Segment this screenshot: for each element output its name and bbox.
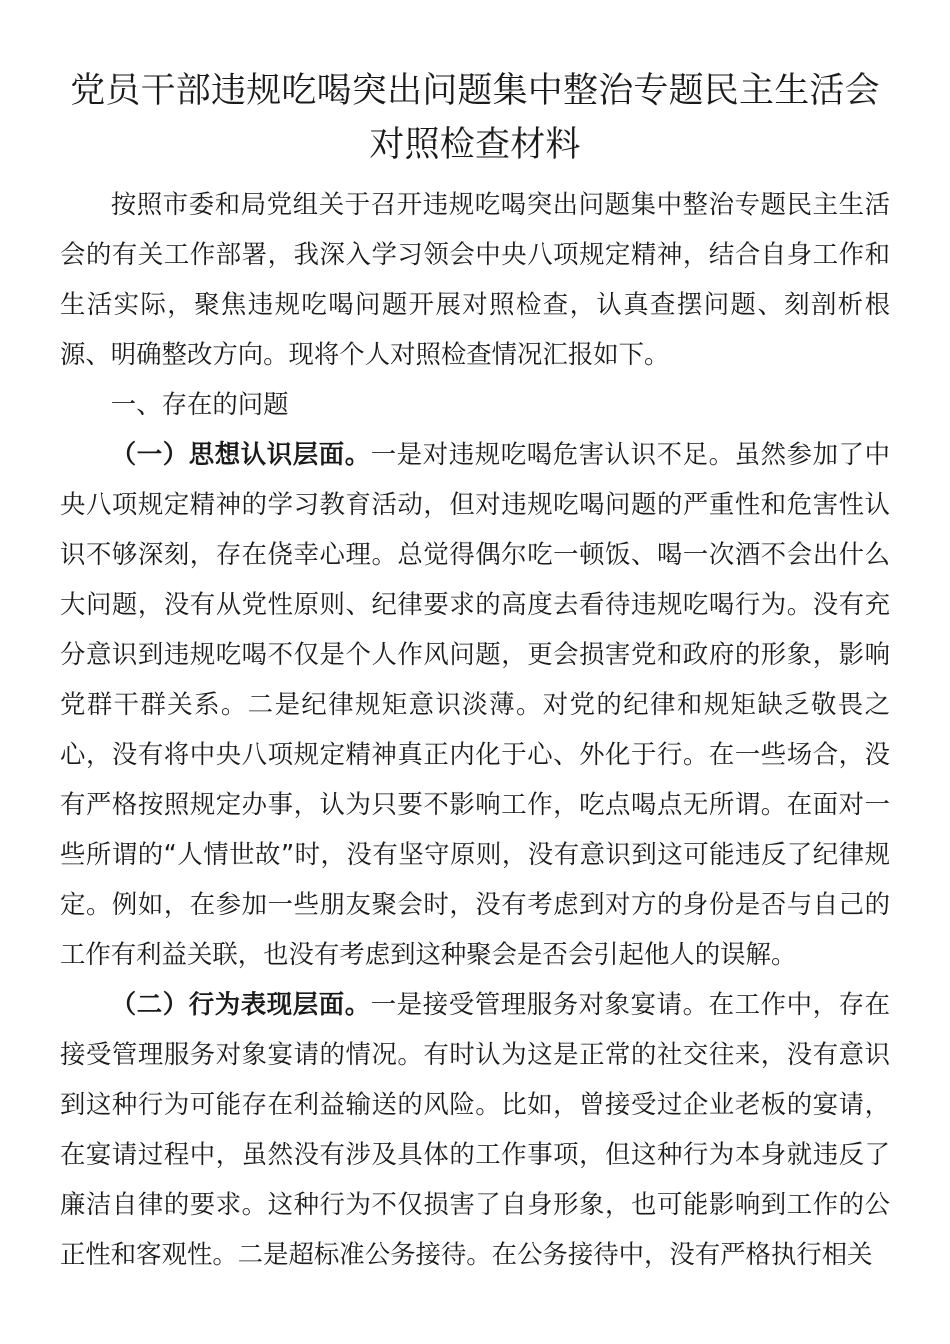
subsection-thinking [60, 429, 890, 979]
subsection-behavior-text: 一是接受管理服务对象宴请。在工作中，存在接受管理服务对象宴请的情况。有时认为这是正常的社交往来，没有意识到这种行为可能存在利益输送的风险。比如，曾接受过企业老板的宴请，在宴请过程中，虽然没有涉及具体的工作事项，但这种行为本身就违反了廉洁自律的要求。这种行为不仅损害了自身形象，也可能影响到工作的公正性和客观性。二是超标准公务接待。在公务接待中，没有严格执行相关 [60, 989, 891, 1269]
subsection-thinking-text: 一是对违规吃喝危害认识不足。虽然参加了中央八项规定精神的学习教育活动，但对违规吃喝问题的严重性和危害性认识不够深刻，存在侥幸心理。总觉得偶尔吃一顿饭、喝一次酒不会出什么大问题，没有从党性原则、纪律要求的高度去看待违规吃喝行为。没有充分意识到违规吃喝不仅是个人作风问题，更会损害党和政府的形象，影响党群干群关系。二是纪律规矩意识淡薄。对党的纪律和规矩缺乏敬畏之心，没有将中央八项规定精神真正内化于心、外化于行。在一些场合，没有严格按照规定办事，认为只要不影响工作，吃点喝点无所谓。在面对一些所谓的“人情世故”时，没有坚守原则，没有意识到这可能违反了纪律规定。例如，在参加一些朋友聚会时，没有考虑到对方的身份是否与自己的工作有利益关联，也没有考虑到这种聚会是否会引起他人的误解。 [60, 439, 891, 969]
section-heading-problems: 一、存在的问题 [110, 389, 289, 419]
title-line-1: 党员干部违规吃喝突出问题集中整治专题民主生活会 [70, 71, 880, 111]
subsection-behavior [60, 979, 890, 1279]
document-title [60, 64, 890, 172]
title-line-2: 对照检查材料 [369, 125, 581, 165]
intro-paragraph: 按照市委和局党组关于召开违规吃喝突出问题集中整治专题民主生活会的有关工作部署，我深入学习领会中央八项规定精神，结合自身工作和生活实际，聚焦违规吃喝问题开展对照检查，认真查摆问题、刻剖析根源、明确整改方向。现将个人对照检查情况汇报如下。 [60, 189, 890, 369]
subsection-behavior-heading: （二）行为表现层面。 [110, 989, 371, 1019]
subsection-thinking-heading: （一）思想认识层面。 [110, 439, 371, 469]
